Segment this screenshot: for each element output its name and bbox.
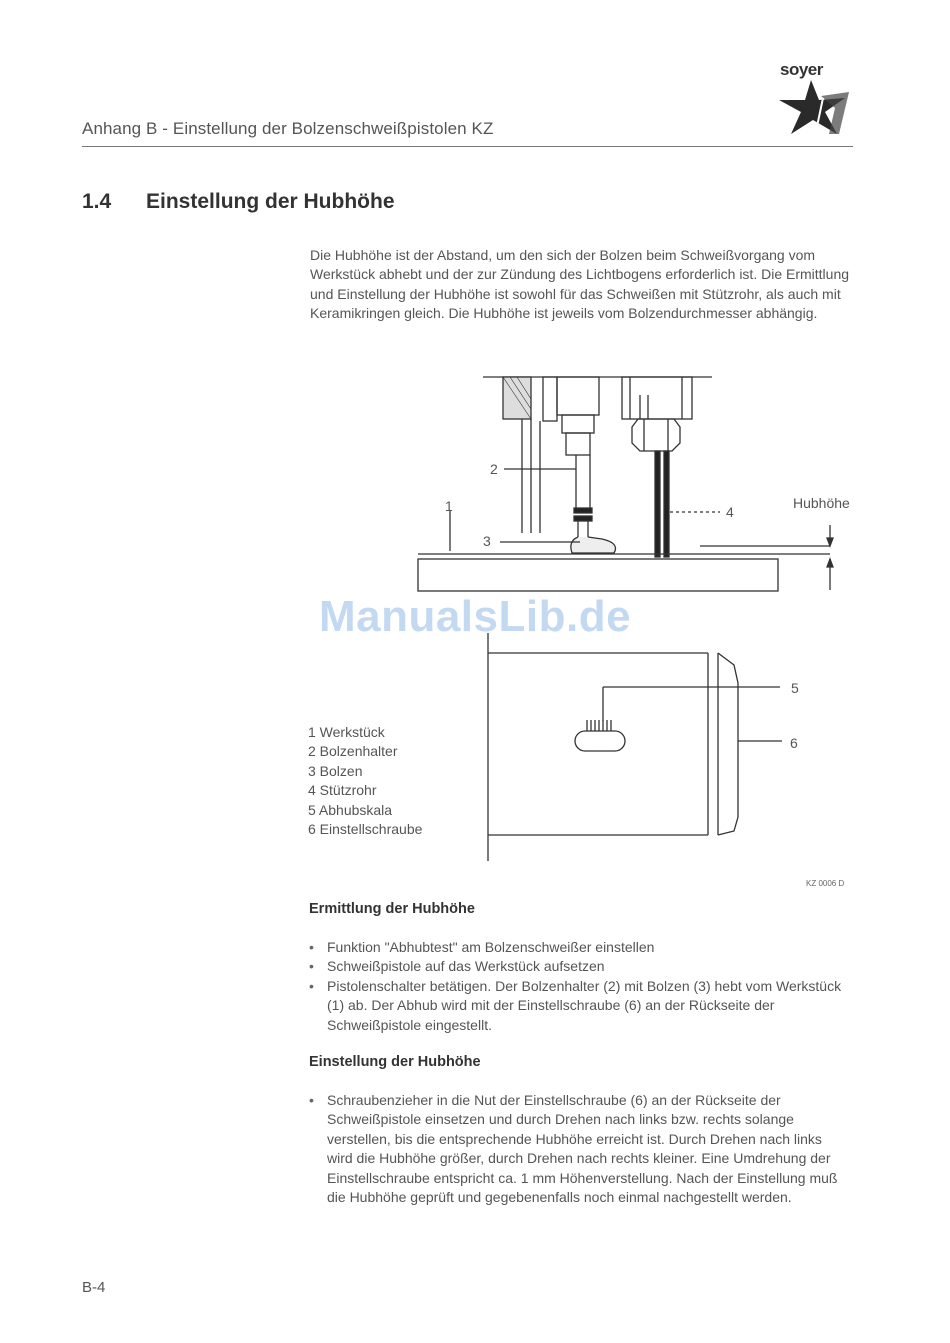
logo-text: soyer [780,60,823,79]
einstellung-list [309,1091,849,1207]
list-item: • Funktion "Abhubtest" am Bolzenschweißer einstellen [309,938,849,957]
callout-2: 2 [490,461,498,477]
callout-4: 4 [726,504,734,520]
legend-item: 1 Werkstück [308,724,385,740]
callout-6: 6 [790,735,798,751]
list-item: • Schweißpistole auf das Werkstück aufsetzen [309,957,849,976]
callout-1: 1 [445,498,453,514]
section-title: Einstellung der Hubhöhe [146,190,395,213]
legend-item: 5 Abhubskala [308,801,393,818]
watermark: ManualsLib.de [318,592,632,641]
star-logo-icon [775,78,855,138]
list-item: • Pistolenschalter betätigen. Der Bolzenhalter (2) mit Bolzen (3) hebt vom Werkstück (1) ab. Der Abhub wird mit der Einstellschraube (6) an der Rückseite der Schweißpistole eingestellt. [309,977,849,1035]
page-number: B-4 [82,1279,106,1296]
legend-item: 3 Bolzen [308,762,363,779]
figure-code: KZ 0006 D [806,879,845,888]
callout-5: 5 [791,680,799,696]
intro-text: Die Hubhöhe ist der Abstand, um den sich der Bolzen beim Schweißvorgang vom Werkstück abhebt und der zur Zündung des Lichtbogens erforderlich ist. Die Ermittlung und Einstellung der Hubhöhe ist sowohl für das Schweißen mit Stützrohr, als auch mit Keramikringen gleich. Die Hubhöhe ist jeweils vom Bolzendurchmesser abhängig. [310,247,850,321]
section-number: 1.4 [82,190,112,213]
ermittlung-list [309,938,849,1035]
einstellung-heading: Einstellung der Hubhöhe [309,1054,481,1070]
ermittlung-heading: Ermittlung der Hubhöhe [309,901,475,917]
callout-hubhoehe: Hubhöhe [793,495,850,511]
list-item: • Schraubenzieher in die Nut der Einstellschraube (6) an der Rückseite der Schweißpistole einsetzen und durch Drehen nach links bzw. rechts solange verstellen, bis die entsprechende Hubhöhe erreicht ist. Durch Drehen nach links wird die Hubhöhe größer, durch Drehen nach rechts kleiner. Eine Umdrehung der Einstellschraube entspricht ca. 1 mm Höhenverstellung. Nach der Einstellung muß die Hubhöhe geprüft und gegebenenfalls noch einmal nachgestellt werden. [309,1091,849,1207]
header-title: Anhang B - Einstellung der Bolzenschweißpistolen KZ [82,119,494,138]
legend-item: 4 Stützrohr [308,782,377,799]
header-divider [82,146,853,147]
intro-paragraph [310,246,855,323]
figure-legend [308,723,422,839]
legend-item: 2 Bolzenhalter [308,743,398,760]
legend-item: 6 Einstellschraube [308,821,423,838]
callout-3: 3 [483,533,491,549]
